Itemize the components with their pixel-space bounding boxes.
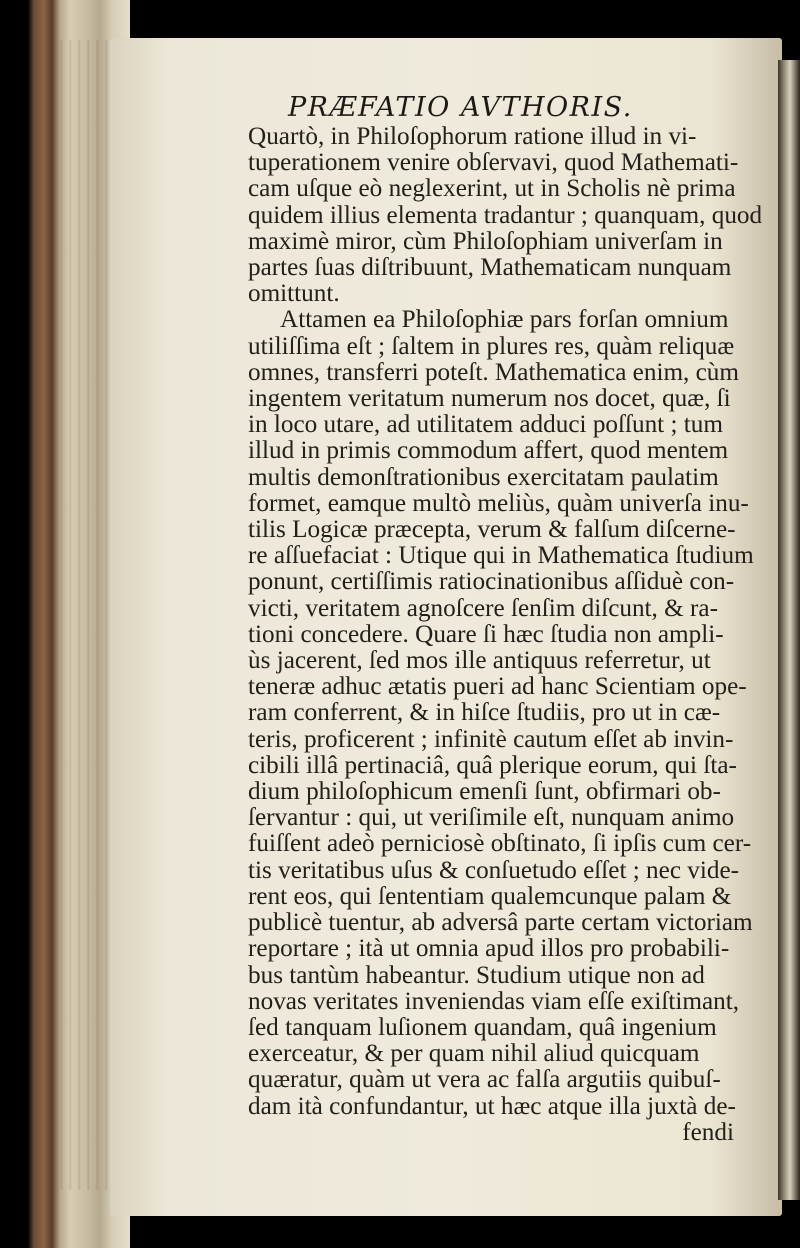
text-line: fuiſſent adeò perniciosè obſtinato, ſi ipſis cum cer- — [248, 830, 752, 858]
text-line: tilis Logicæ præcepta, verum & falſum diſcerne- — [248, 516, 736, 544]
text-line: bus tantùm habeantur. Studium utique non ad — [248, 961, 705, 989]
text-line: Attamen ea Philoſophiæ pars forſan omnium — [280, 306, 729, 334]
text-line: ſed tanquam luſionem quandam, quâ ingenium — [248, 1013, 717, 1041]
text-line: in loco utare, ad utilitatem adduci poſſunt ; tum — [248, 411, 723, 439]
text-line: ùs jacerent, ſed mos ille antiquus referretur, ut — [248, 647, 711, 675]
text-line: ingentem veritatum numerum nos docet, quæ, ſi — [248, 385, 731, 413]
text-line: cibili illâ pertinaciâ, quâ plerique eorum, qui ſta- — [248, 751, 737, 779]
text-line: dium philoſophicum emenſi ſunt, obfirmari ob- — [248, 778, 721, 806]
text-line: rent eos, qui ſententiam qualemcunque palam & — [248, 882, 732, 910]
text-line: quidem illius elementa tradantur ; quanquam, quod — [248, 201, 763, 229]
text-line: tuperationem venire obſervavi, quod Mathemati- — [248, 149, 739, 177]
text-line: teneræ adhuc ætatis pueri ad hanc Scientiam ope- — [248, 673, 747, 701]
text-line: exerceatur, & per quam nihil aliud quicquam — [248, 1040, 700, 1068]
text-line: victi, veritatem agnoſcere ſenſim diſcunt, & ra- — [248, 594, 718, 622]
text-line: teris, proficerent ; infinitè cautum eſſet ab invin- — [248, 725, 734, 753]
text-line: cam uſque eò neglexerint, ut in Scholis nè prima — [248, 175, 736, 203]
body-text — [248, 124, 778, 1146]
text-line: tioni concedere. Quare ſi hæc ſtudia non ampli- — [248, 620, 724, 648]
text-line: tis veritatibus uſus & conſuetudo eſſet ; nec vide- — [248, 856, 740, 884]
page-edge — [778, 60, 800, 1200]
text-line: illud in primis commodum affert, quod mentem — [248, 437, 729, 465]
text-line: novas veritates inveniendas viam eſſe exiſtimant, — [248, 987, 740, 1015]
text-line: publicè tuentur, ab adversâ parte certam victoriam — [248, 909, 753, 937]
text-line: dam ità confundantur, ut hæc atque illa juxtà de- — [248, 1092, 736, 1120]
text-line: maximè miror, cùm Philoſophiam univerſam in — [248, 227, 723, 255]
text-line: multis demonſtrationibus exercitatam paulatim — [248, 463, 719, 491]
text-line: quæratur, quàm ut vera ac falſa argutiis quibuſ- — [248, 1066, 721, 1094]
text-line: reportare ; ità ut omnia apud illos pro probabili- — [248, 935, 730, 963]
text-line: Quartò, in Philoſophorum ratione illud in vi- — [248, 123, 697, 150]
text-line: utiliſſima eſt ; ſaltem in plures res, quàm reliquæ — [248, 332, 735, 360]
text-line: formet, eamque multò meliùs, quàm univerſa inu- — [248, 489, 749, 517]
running-head: PRÆFATIO AVTHORIS. — [288, 92, 633, 123]
catchword: fendi — [682, 1118, 734, 1146]
text-line: ponunt, certiſſimis ratiocinationibus aſſiduè con- — [248, 568, 735, 596]
text-line: ram conferrent, & in hiſce ſtudiis, pro ut in cæ- — [248, 699, 721, 727]
text-line: omittunt. — [248, 280, 340, 308]
text-line: ſervantur : qui, ut veriſimile eſt, nunquam animo — [248, 804, 735, 832]
text-line: partes ſuas diſtribuunt, Mathematicam nunquam — [248, 254, 732, 282]
text-line: re aſſuefaciat : Utique qui in Mathematica ſtudium — [248, 542, 754, 570]
text-line: omnes, transferri poteſt. Mathematica enim, cùm — [248, 358, 739, 386]
